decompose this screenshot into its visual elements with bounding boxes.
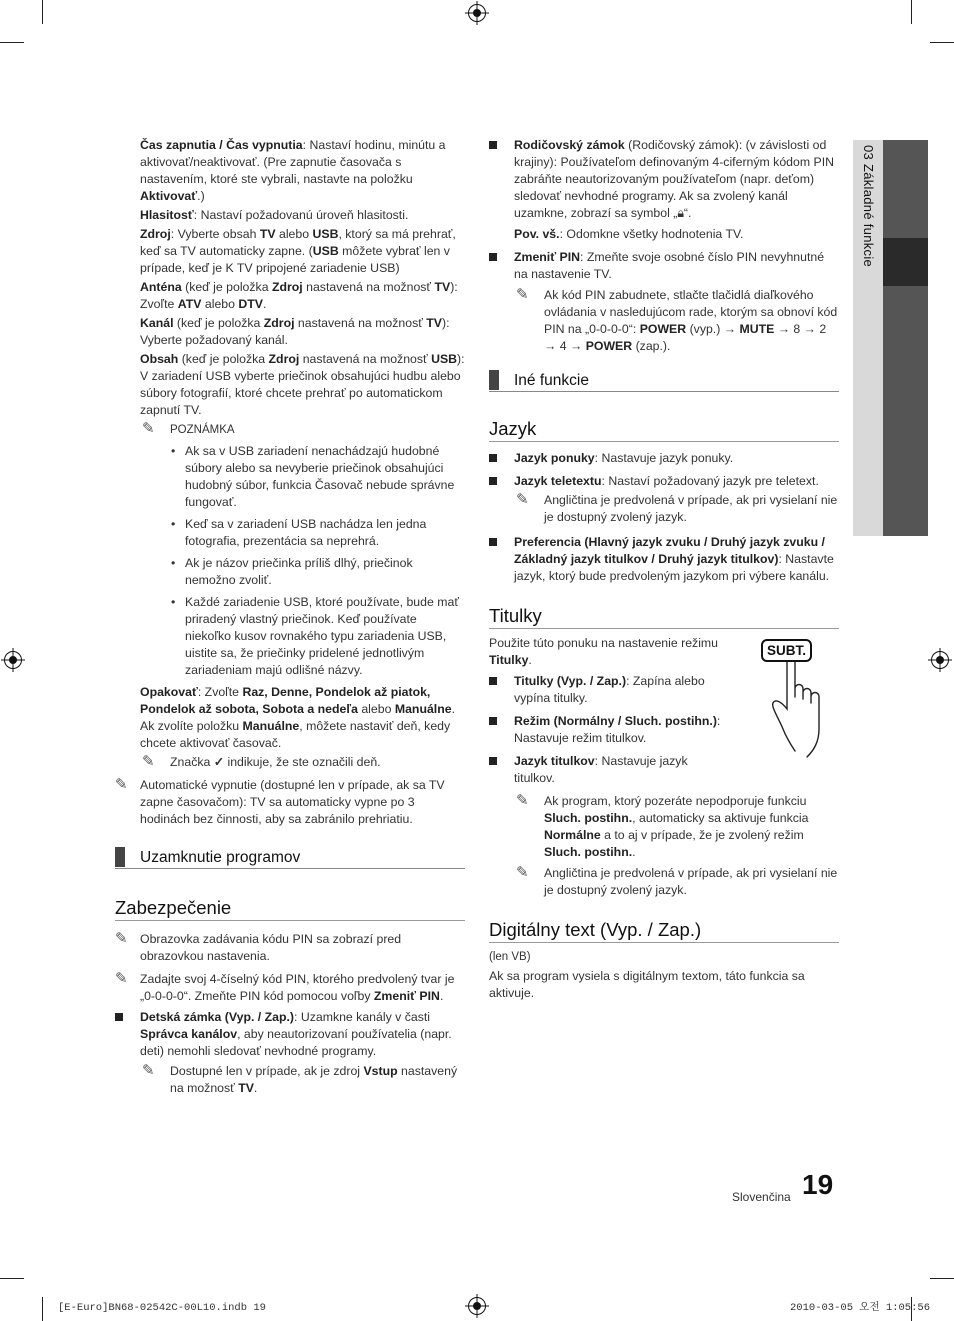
bullet-square	[489, 677, 497, 685]
side-tab-marker	[883, 238, 928, 286]
note-label: POZNÁMKA	[170, 424, 235, 436]
allow-all-paragraph: Pov. vš.: Odomkne všetky hodnotenia TV.	[514, 227, 744, 241]
registration-mark-icon	[931, 651, 949, 669]
source-paragraph: Zdroj: Vyberte obsah TV alebo USB, ktorý sa má prehrať, keď sa TV automaticky zapne. (USB môžete vybrať len v prípade, keď je K TV pripojené zariadenie USB)	[140, 227, 456, 275]
pencil-icon: ✎	[142, 1062, 155, 1079]
footer-timestamp: 2010-03-05 오전 1:05:56	[790, 1302, 931, 1314]
subtitles-intro: Použite túto ponuku na nastavenie režimu Titulky.	[489, 636, 719, 667]
subtitles-heading: Titulky	[489, 607, 839, 629]
pencil-icon: ✎	[115, 970, 128, 987]
lock-icon: 🔒︎	[677, 206, 684, 220]
bullet-square	[489, 757, 497, 765]
subtitles-language-item: Jazyk titulkov: Nastavuje jazyk titulkov.	[489, 753, 714, 787]
crop-mark	[42, 1297, 43, 1321]
content-paragraph: Obsah (keď je položka Zdroj nastavená na možnosť USB): V zariadení USB vyberte priečinok obsahujúci hudbu alebo súbory fotografií, ktoré chcete prehrať po automatickom zapnutí TV.	[140, 352, 465, 417]
pencil-icon: ✎	[142, 420, 155, 437]
preference-item: Preferencia (Hlavný jazyk zvuku / Druhý jazyk zvuku / Základný jazyk titulkov / Druhý jazyk titulkov): Nastavte jazyk, ktorý bude predvoleným jazykom pri výbere kanálu.	[489, 534, 839, 585]
change-pin-item: Zmeniť PIN: Zmeňte svoje osobné číslo PIN nevyhnutné na nastavenie TV. ✎ Ak kód PIN zabudnete, stlačte tlačidlá diaľkového ovládania v nasledujúcom rade, ktorým sa obnoví kód PIN na „0-0-0-0“: POWER (vyp.) → MUTE → 8 → 2 → 4 → POWER (zap.).	[489, 249, 839, 355]
side-tab-label: 03 Základné funkcie	[861, 145, 876, 268]
list-item: • Každé zariadenie USB, ktoré používate, bude mať priradený vlastný priečinok. Keď používate niekoľko kusov rovnakého typu zariadenia USB, uistite sa, že priečinky pridelené jednotlivým zariadeniam majú odlišné názvy.	[170, 594, 465, 679]
bullet-square	[489, 538, 497, 546]
bullet-square	[489, 253, 497, 261]
subtitles-onoff-item: Titulky (Vyp. / Zap.): Zapína alebo vypína titulky.	[489, 673, 734, 707]
child-lock-item: Detská zámka (Vyp. / Zap.): Uzamkne kanály v časti Správca kanálov, aby neautorizovaní používatelia (napr. deti) nemohli sledovať nevhodné programy. ✎ Dostupné len v prípade, ak je zdroj Vstup nastavený na možnosť TV.	[115, 1009, 465, 1097]
bullet-square	[489, 477, 497, 485]
bullet-square	[115, 1013, 123, 1021]
crop-mark	[930, 1278, 954, 1279]
page-number: 19	[802, 1169, 834, 1200]
page-language: Slovenčina	[732, 1190, 791, 1204]
section-heading-lock: Uzamknutie programov	[115, 846, 465, 869]
pin-note: ✎ Ak kód PIN zabudnete, stlačte tlačidlá diaľkového ovládania v nasledujúcom rade, ktorým sa obnoví kód PIN na „0-0-0-0“: POWER (vyp.) → MUTE → 8 → 2 → 4 → POWER (zap.).	[516, 286, 838, 353]
parental-lock-item: Rodičovský zámok (Rodičovský zámok): (v závislosti od krajiny): Používateľom definovaným 4-ciferným kódom PIN zabráňte neautorizovaným používateľom (napr. deťom) sledovať nevhodné programy. Ak sa zvolený kanál uzamkne, zobrazí sa symbol „🔒︎“. Pov. vš.: Odomkne všetky hodnotenia TV.	[489, 137, 839, 243]
security-note: ✎ Obrazovka zadávania kódu PIN sa zobrazí pred obrazovkou nastavenia.	[115, 930, 402, 963]
digital-text-heading: Digitálny text (Vyp. / Zap.)	[489, 921, 839, 943]
crop-mark	[911, 0, 912, 24]
side-tab-band	[883, 140, 928, 536]
subt-remote-illustration	[761, 639, 841, 769]
crop-mark	[0, 42, 24, 43]
digital-text-body: Ak sa program vysiela s digitálnym textom, táto funkcia sa aktivuje.	[489, 969, 805, 1000]
crop-mark	[0, 1278, 24, 1279]
channel-paragraph: Kanál (keď je položka Zdroj nastavená na možnosť TV): Vyberte požadovaný kanál.	[140, 316, 450, 347]
auto-off-note: ✎ Automatické vypnutie (dostupné len v prípade, ak sa TV zapne časovačom): TV sa automaticky vypne po 3 hodinách bez činnosti, aby sa zabránilo prehriatiu.	[115, 776, 445, 826]
pencil-icon: ✎	[115, 930, 128, 947]
language-heading: Jazyk	[489, 420, 839, 442]
registration-mark-icon	[468, 4, 486, 22]
note-list	[140, 443, 465, 679]
list-item: • Ak sa v USB zariadení nenachádzajú hudobné súbory alebo sa nevyberie priečinok obsahujúci hudobný súbor, funkcia Časovač nebude správne fungovať.	[170, 443, 465, 511]
bullet-square	[489, 717, 497, 725]
pencil-icon: ✎	[516, 792, 529, 809]
security-heading: Zabezpečenie	[115, 899, 465, 921]
repeat-paragraph: Opakovať: Zvoľte Raz, Denne, Pondelok až piatok, Pondelok až sobota, Sobota a nedeľa alebo Manuálne. Ak zvolíte položku Manuálne, môžete nastaviť deň, kedy chcete aktivovať časovač.	[140, 685, 455, 750]
crop-mark	[42, 0, 43, 24]
timer-paragraph: Čas zapnutia / Čas vypnutia: Nastaví hodinu, minútu a aktivovať/neaktivovať. (Pre zapnutie časovača s nastavením, ktoré ste vybrali, nastavte na položku Aktivovať.)	[140, 138, 446, 203]
pencil-icon: ✎	[115, 776, 128, 793]
heading-bar	[115, 847, 125, 867]
antenna-paragraph: Anténa (keď je položka Zdroj nastavená na možnosť TV): Zvoľte ATV alebo DTV.	[140, 280, 458, 311]
digital-text-sub: (len VB)	[489, 951, 531, 963]
subtitles-note: ✎ Angličtina je predvolená v prípade, ak pri vysielaní nie je dostupný zvolený jazyk.	[516, 864, 838, 897]
security-note: ✎ Zadajte svoj 4-číselný kód PIN, ktorého predvolený tvar je „0-0-0-0“. Zmeňte PIN kód pomocou voľby Zmeniť PIN.	[115, 970, 455, 1003]
pencil-icon: ✎	[516, 286, 529, 303]
registration-mark-icon	[468, 1297, 486, 1315]
heading-bar	[489, 370, 499, 390]
check-note: ✎ Značka ✓ indikuje, že ste označili deň.	[142, 753, 381, 770]
pencil-icon: ✎	[516, 491, 529, 508]
footer-file-info: [E-Euro]BN68-02542C-00L10.indb 19	[58, 1302, 266, 1314]
child-lock-note: ✎ Dostupné len v prípade, ak je zdroj Vstup nastavený na možnosť TV.	[142, 1062, 458, 1095]
registration-mark-icon	[4, 651, 22, 669]
subt-button: SUBT.	[761, 639, 812, 662]
volume-paragraph: Hlasitosť: Nastaví požadovanú úroveň hlasitosti.	[140, 208, 409, 222]
teletext-language-item: Jazyk teletextu: Nastaví požadovaný jazyk pre teletext. ✎ Angličtina je predvolená v prípade, ak pri vysielaní nie je dostupný zvolený jazyk.	[489, 473, 839, 526]
section-heading-other: Iné funkcie	[489, 369, 839, 392]
right-column	[489, 137, 839, 1004]
list-item: • Ak je názov priečinka príliš dlhý, priečinok nemožno zvoliť.	[170, 555, 465, 589]
pencil-icon: ✎	[142, 753, 155, 770]
checkmark-icon: ✓	[213, 755, 225, 769]
menu-language-item: Jazyk ponuky: Nastavuje jazyk ponuky.	[489, 450, 839, 467]
list-item: • Keď sa v zariadení USB nachádza len jedna fotografia, prezentácia sa neprehrá.	[170, 516, 465, 550]
bullet-square	[489, 454, 497, 462]
teletext-note: ✎ Angličtina je predvolená v prípade, ak pri vysielaní nie je dostupný zvolený jazyk.	[516, 491, 838, 524]
left-column	[115, 137, 465, 1103]
bullet-square	[489, 141, 497, 149]
note-block	[140, 421, 465, 439]
subtitles-note: ✎ Ak program, ktorý pozeráte nepodporuje funkciu Sluch. postihn., automaticky sa aktivuje funkcia Normálne a to aj v prípade, že je zvolený režim Sluch. postihn..	[516, 792, 809, 859]
pencil-icon: ✎	[516, 864, 529, 881]
subtitles-mode-item: Režim (Normálny / Sluch. postihn.): Nastavuje režim titulkov.	[489, 713, 734, 747]
crop-mark	[930, 42, 954, 43]
